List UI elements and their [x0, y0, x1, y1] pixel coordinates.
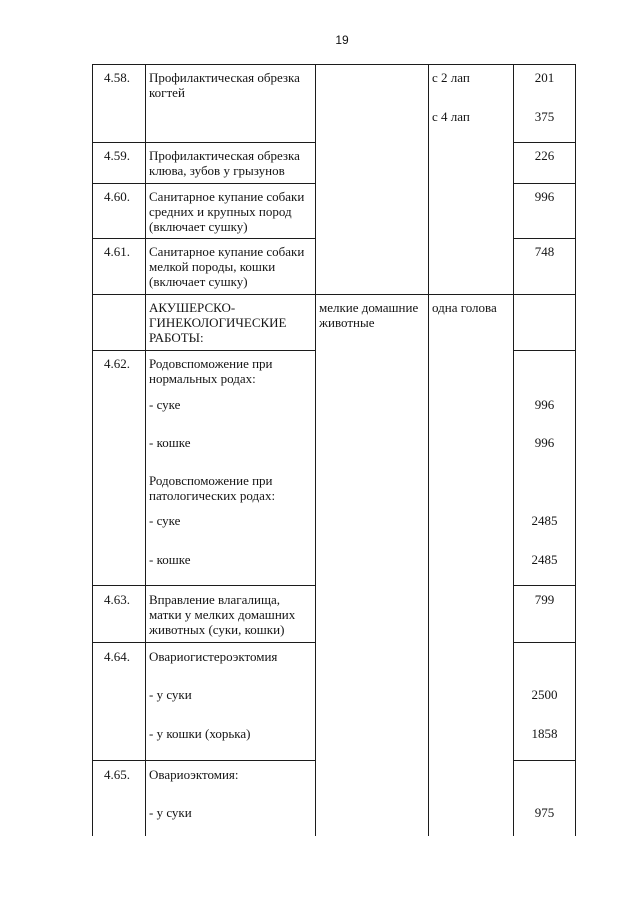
row-number-cell	[93, 239, 146, 295]
service-subitem: - кошке	[149, 552, 191, 567]
unit-label: одна голова	[432, 300, 497, 315]
service-subitem: - кошке	[149, 435, 191, 450]
service-name: Профилактическая обрезка клюва, зубов у грызунов	[149, 148, 300, 178]
row-number-cell	[93, 295, 146, 351]
price-cell	[514, 184, 576, 239]
row-number: 4.58.	[104, 70, 130, 85]
price-value: 799	[534, 592, 555, 607]
row-number: 4.59.	[104, 148, 130, 163]
price-value: 996	[534, 435, 555, 450]
service-name: Овариогистероэктомия	[149, 649, 278, 664]
price-value: 201	[534, 70, 555, 85]
row-number-cell	[93, 761, 146, 836]
price-cell	[514, 65, 576, 143]
table-row	[93, 65, 576, 143]
row-number: 4.62.	[104, 356, 130, 371]
section-heading-cell	[146, 295, 316, 351]
service-name: Вправление влагалища, матки у мелких домашних животных (суки, кошки)	[149, 592, 296, 637]
price-value: 226	[534, 148, 555, 163]
section-heading: АКУШЕРСКО- ГИНЕКОЛОГИЧЕСКИЕ РАБОТЫ:	[149, 300, 287, 345]
service-name: Родовспоможение при патологических родах:	[149, 473, 276, 503]
row-number: 4.63.	[104, 592, 130, 607]
service-name: Овариоэктомия:	[149, 767, 239, 782]
row-number-cell	[93, 143, 146, 184]
price-cell	[514, 239, 576, 295]
row-number-cell	[93, 643, 146, 761]
service-name-cell	[146, 643, 316, 761]
price-value: 996	[534, 189, 555, 204]
price-table	[92, 64, 576, 836]
price-value: 996	[534, 397, 555, 412]
service-name-cell	[146, 761, 316, 836]
unit-cell	[429, 295, 514, 836]
animal-type: мелкие домашние животные	[319, 300, 419, 330]
page-number: 19	[335, 33, 349, 47]
price-cell	[514, 351, 576, 586]
price-cell	[514, 295, 576, 351]
section-header-row	[93, 295, 576, 351]
unit-label: с 2 лап	[432, 70, 470, 85]
service-subitem: - у суки	[149, 687, 192, 702]
service-name-cell	[146, 143, 316, 184]
row-number-cell	[93, 351, 146, 586]
service-name-cell	[146, 184, 316, 239]
row-number: 4.60.	[104, 189, 130, 204]
row-number-cell	[93, 586, 146, 643]
service-name: Профилактическая обрезка когтей	[149, 70, 300, 100]
service-name-cell	[146, 65, 316, 143]
service-name-cell	[146, 239, 316, 295]
unit-cell	[429, 65, 514, 295]
service-name: Санитарное купание собаки мелкой породы, кошки (включает сушку)	[149, 244, 305, 289]
price-value: 2485	[531, 552, 558, 567]
price-value: 2485	[531, 513, 558, 528]
price-cell	[514, 143, 576, 184]
animal-type-cell	[316, 65, 429, 295]
price-cell	[514, 761, 576, 836]
row-number-cell	[93, 65, 146, 143]
row-number-cell	[93, 184, 146, 239]
row-number: 4.64.	[104, 649, 130, 664]
service-subitem: - суке	[149, 513, 181, 528]
price-value: 1858	[531, 726, 558, 741]
price-value: 748	[534, 244, 555, 259]
price-value: 2500	[531, 687, 558, 702]
service-name: Санитарное купание собаки средних и крупных пород (включает сушку)	[149, 189, 305, 234]
service-subitem: - у кошки (хорька)	[149, 726, 251, 741]
service-name-cell	[146, 586, 316, 643]
service-name: Родовспоможение при нормальных родах:	[149, 356, 273, 386]
row-number: 4.61.	[104, 244, 130, 259]
service-name-cell	[146, 351, 316, 586]
price-value: 975	[534, 805, 555, 820]
price-cell	[514, 586, 576, 643]
unit-label: с 4 лап	[432, 109, 470, 124]
row-number: 4.65.	[104, 767, 130, 782]
price-value: 375	[534, 109, 555, 124]
animal-type-cell	[316, 295, 429, 836]
service-subitem: - у суки	[149, 805, 192, 820]
price-cell	[514, 643, 576, 761]
service-subitem: - суке	[149, 397, 181, 412]
